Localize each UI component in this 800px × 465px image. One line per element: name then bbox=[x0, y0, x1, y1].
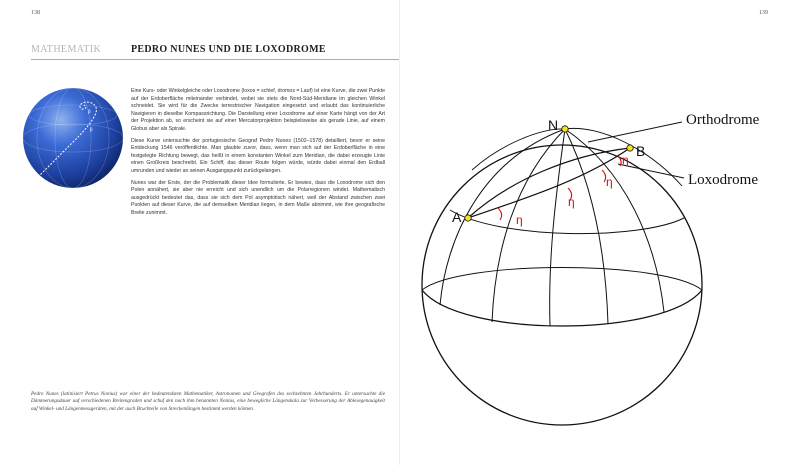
orthodrome-pointer bbox=[588, 122, 682, 142]
paragraph-3: Nunes war der Erste, der die Problematik dieser Idee formulierte. Er bewies, dass die Loxodrome sich den Polen annähert, sie aber nie erreicht und sich unendlich um die Polarregionen windet. Mathematisch ausgedrückt bedeutet das, dass sie sich dem Pol asymptotisch nähert, weil der Abstand zwischen zwei Punkten auf dieser Kurve, die auf demselben Meridian liegen, in dem Maße abnimmt, wie ihre geografische Breite zunimmt. bbox=[131, 179, 385, 216]
label-b: B bbox=[636, 143, 646, 159]
paragraph-1: Eine Kurs- oder Winkelgleiche oder Loxodrome (loxos = schief, dromos = Lauf) ist eine Kurve, die zwei Punkte auf der Erdoberfläche miteinander verbindet, wobei sie stets die Nord-Süd-Meridiane im gleichen Winkel schneidet. Sie wird für die Zwecke terrestrischer Navigation eingesetzt und erlaubt das kontinuierliche Navigieren in dieselbe Kompassrichtung. Die Darstellung einer Loxodrome auf einer Karte hängt von der Art der Projektion ab, so erscheint sie auf einer Mercatorprojektion beispielsweise als gerade Linie, auf einem Globus aber als Spirale. bbox=[131, 88, 385, 132]
meridian-3 bbox=[550, 129, 565, 326]
angle-label-3: η bbox=[606, 175, 613, 189]
angle-label-2: η bbox=[568, 195, 575, 209]
label-north: N bbox=[548, 117, 559, 133]
globe-label-1: β bbox=[88, 110, 91, 115]
meridian-4 bbox=[565, 129, 608, 324]
page-title: PEDRO NUNES UND DIE LOXODROME bbox=[131, 44, 326, 55]
globe-label-2: β bbox=[90, 128, 93, 133]
section-label: MATHEMATIK bbox=[31, 44, 102, 55]
label-orthodrome: Orthodrome bbox=[686, 112, 760, 128]
paragraph-2: Diese Kurve untersuchte der portugiesische Geograf Pedro Nunes (1502–1578) detailliert, bevor er seine Entdeckung 1546 veröffentlichte. Man glaubte zuvor, dass, wenn man sich auf der Erdoberfläche in eine festgelegte Richtung bewegt, das heißt in einem konstanten Winkel zum Meridian, die dabei erzeugte Linie einen Großkreis beschreibt. Ein Schiff, das dieser Route folgen würde, würde dabei einmal den Erdball umrunden und wieder an seinen Ausgangspunkt zurückgelangen. bbox=[131, 137, 385, 174]
diagram-svg bbox=[420, 100, 800, 460]
angle-arc-1 bbox=[498, 208, 502, 220]
label-a: A bbox=[452, 209, 462, 225]
point-b bbox=[627, 145, 633, 151]
page-header bbox=[31, 42, 400, 60]
article-body bbox=[131, 88, 385, 222]
equator-front bbox=[422, 290, 702, 326]
page-number-right: 139 bbox=[759, 10, 768, 16]
globe-sphere bbox=[23, 88, 123, 188]
small-globe-svg bbox=[20, 85, 126, 191]
label-loxodrome: Loxodrome bbox=[688, 172, 758, 188]
angle-label-1: η bbox=[516, 213, 523, 227]
loxodrome-diagram bbox=[420, 100, 800, 460]
latitude-line bbox=[450, 210, 684, 234]
north-pole-point bbox=[562, 126, 568, 132]
angle-label-4: η bbox=[622, 153, 629, 167]
page-number-left: 138 bbox=[31, 10, 40, 16]
image-caption: Pedro Nunes (latinisiert Petrus Nonius) war einer der bedeutendsten Mathematiker, Astronomen und Geografen des sechzehnten Jahrhunderts. Er untersuchte die Dämmerungsdauer auf verschiedenen Breitengraden und schuf den nach ihm benannten Nonius, eine bewegliche Längenskala zur Verbesserung der Ablesegenauigkeit auf Winkel- und Längenmessgeräten, mit der auch Bruchteile von Streckenlängen bestimmt werden können. bbox=[31, 391, 385, 412]
small-globe-illustration bbox=[20, 85, 126, 191]
point-a bbox=[465, 215, 471, 221]
